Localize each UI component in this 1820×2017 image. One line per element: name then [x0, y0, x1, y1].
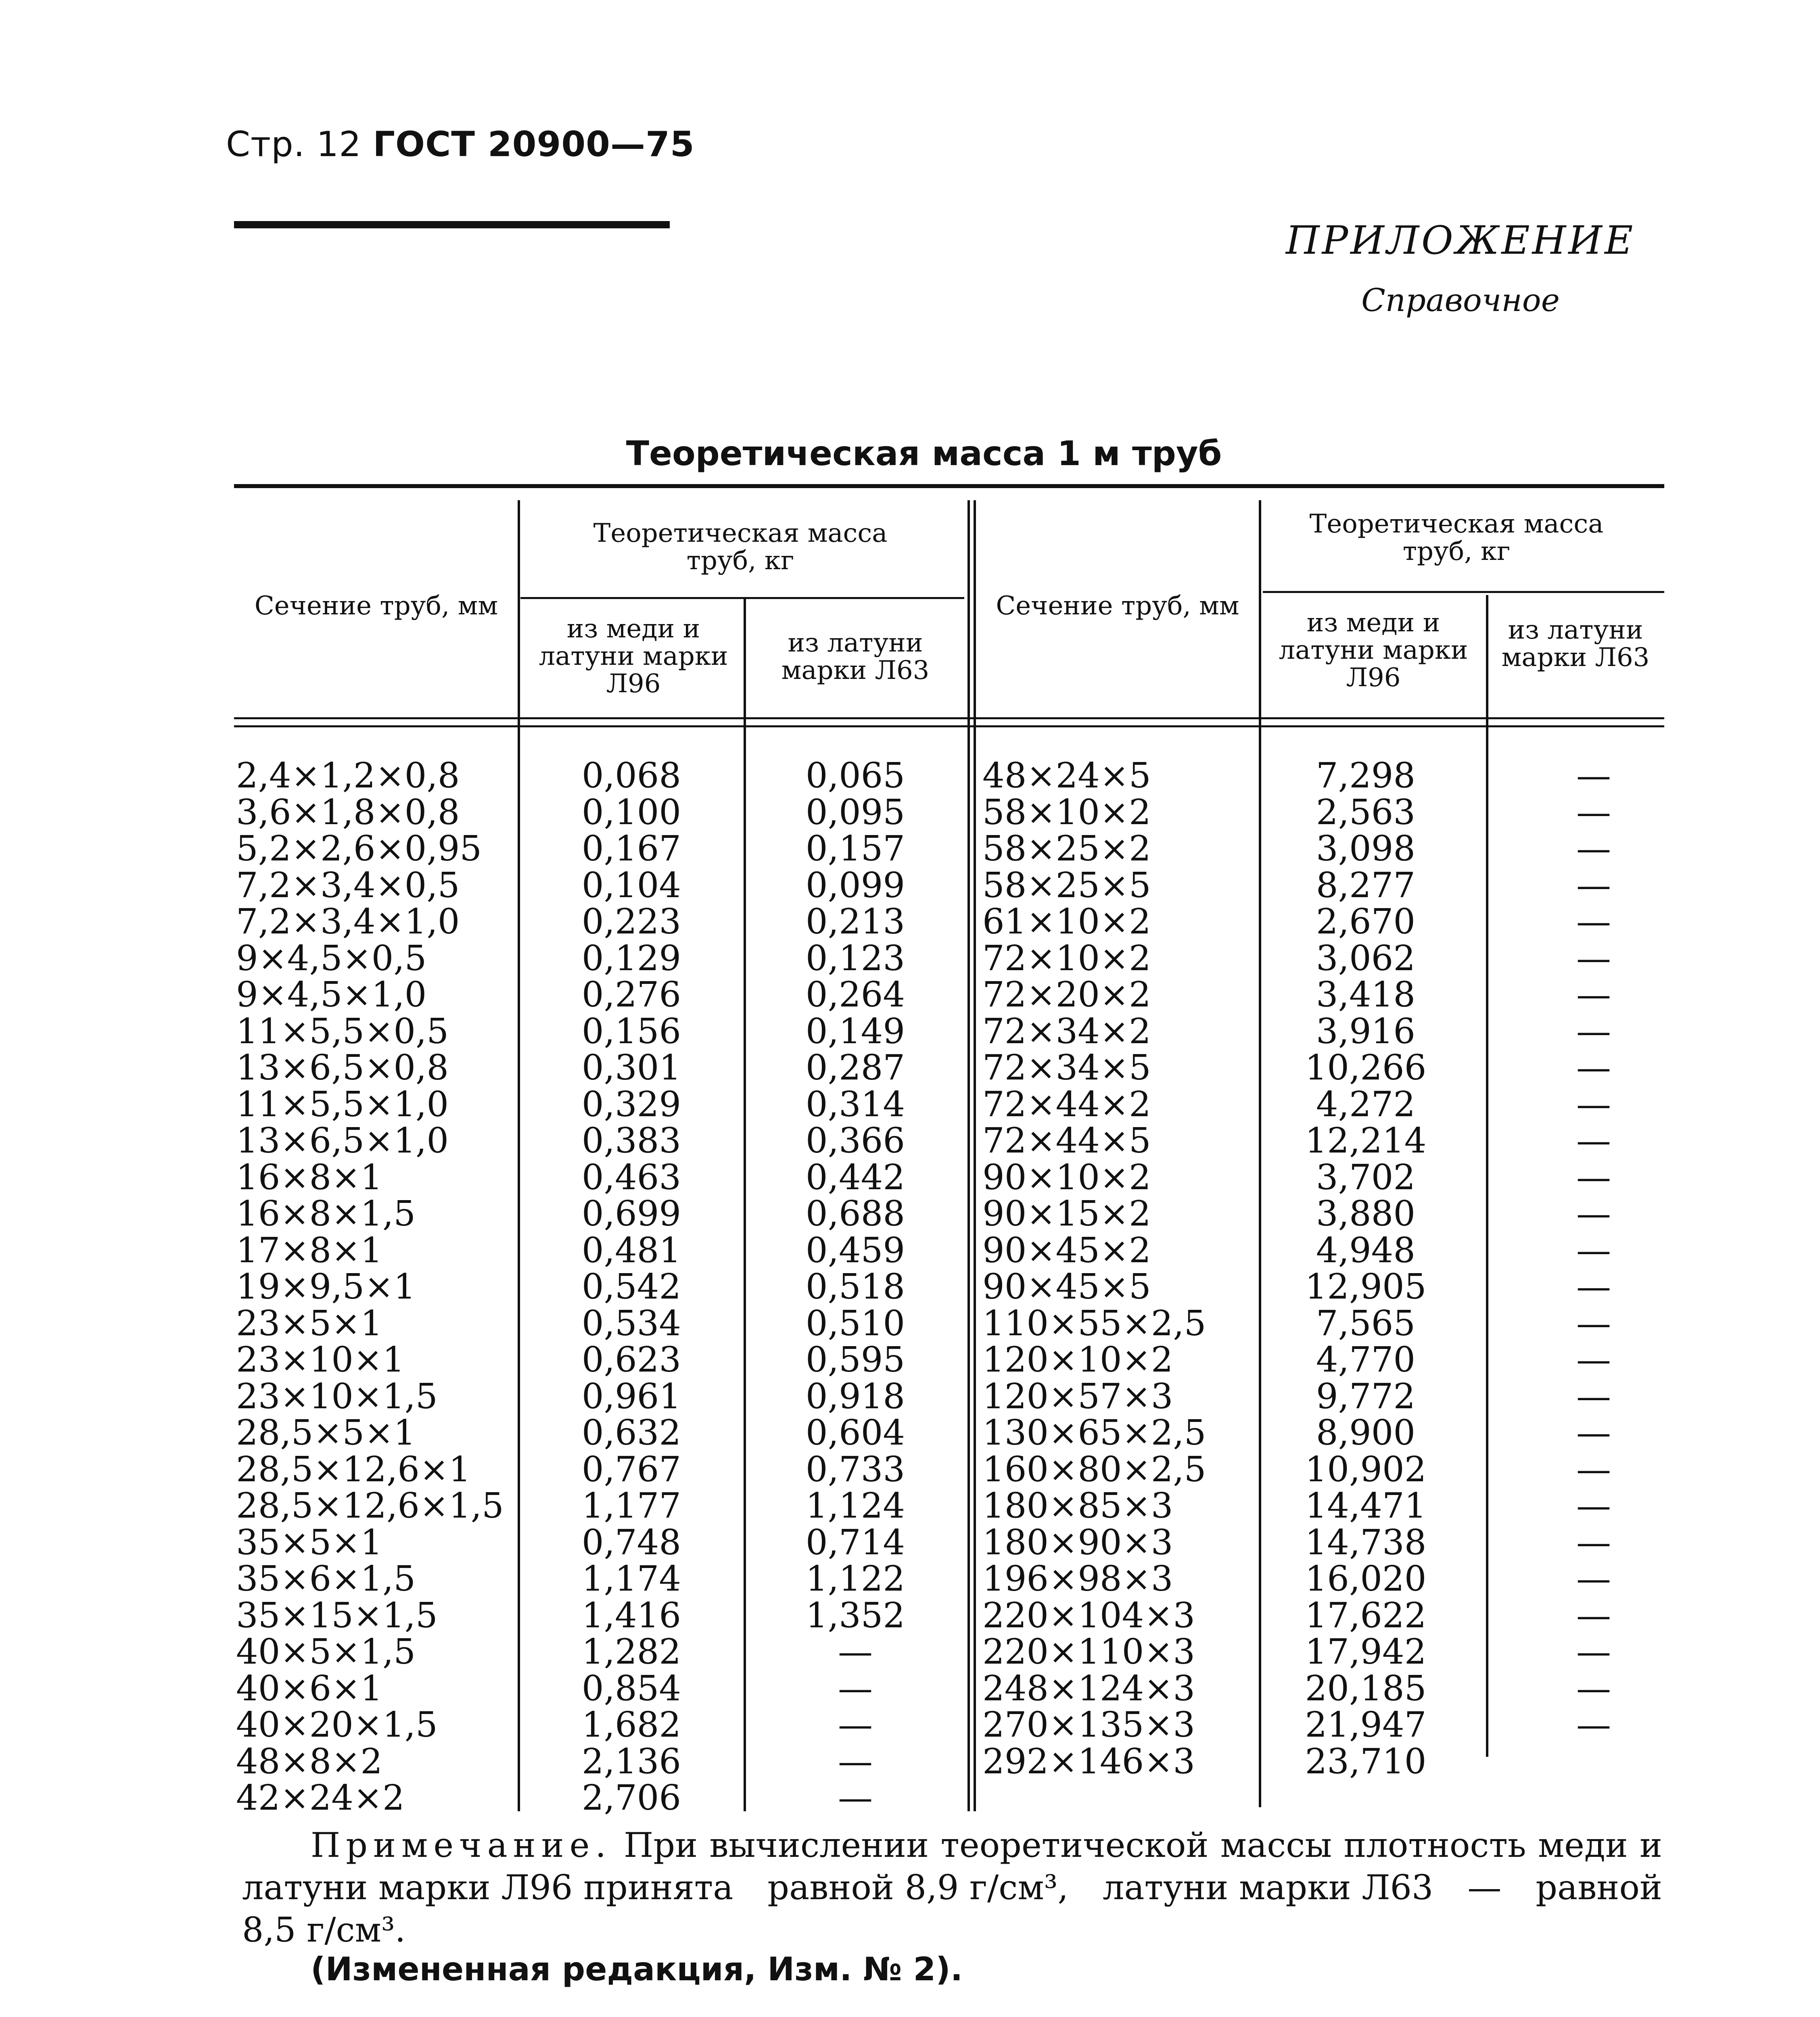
- left-row-l63: 0,314: [805, 1084, 905, 1125]
- right-row-section: 61×10×2: [982, 902, 1151, 942]
- left-row-copper: 0,104: [581, 865, 681, 906]
- left-row-l63: —: [838, 1778, 873, 1818]
- note-text-2a: латуни марки Л96 принята: [242, 1868, 733, 1907]
- left-copper-column: [520, 758, 742, 1817]
- left-row-section: 9×4,5×1,0: [236, 975, 427, 1015]
- right-row-l63: —: [1576, 1084, 1611, 1125]
- right-row-copper: 23,710: [1305, 1741, 1427, 1782]
- note-line-3: 8,5 г/см³.: [242, 1910, 406, 1950]
- right-row-l63: —: [1576, 1230, 1611, 1271]
- right-row-section: 248×124×3: [982, 1668, 1195, 1709]
- left-row-l63: 0,065: [805, 756, 905, 796]
- appendix-subtitle: Справочное: [1361, 282, 1560, 319]
- left-section-column: [236, 758, 518, 1817]
- right-row-l63: —: [1576, 1668, 1611, 1709]
- right-row-section: 90×15×2: [982, 1194, 1151, 1234]
- left-row-l63: 0,213: [805, 902, 905, 942]
- right-row-l63: —: [1576, 829, 1611, 869]
- right-row-l63: —: [1576, 1632, 1611, 1672]
- left-row-section: 40×5×1,5: [236, 1632, 416, 1672]
- right-row-copper: 14,471: [1305, 1486, 1427, 1526]
- right-row-l63: —: [1576, 938, 1611, 979]
- left-row-copper: 1,174: [581, 1559, 681, 1599]
- left-row-l63: 1,122: [805, 1559, 905, 1599]
- left-row-l63: 0,366: [805, 1121, 905, 1161]
- left-row-section: 42×24×2: [236, 1778, 405, 1818]
- left-row-copper: 0,223: [581, 902, 681, 942]
- left-row-section: 19×9,5×1: [236, 1267, 416, 1307]
- header-copper-right: из меди и латуни марки Л96: [1279, 608, 1468, 693]
- right-row-section: 110×55×2,5: [982, 1303, 1206, 1344]
- table-title: Теоретическая масса 1 м труб: [626, 434, 1222, 473]
- right-row-section: 270×135×3: [982, 1705, 1195, 1745]
- right-row-l63: —: [1576, 865, 1611, 906]
- right-row-l63: —: [1576, 1121, 1611, 1161]
- note-label: Примечание.: [311, 1825, 612, 1865]
- left-row-section: 7,2×3,4×1,0: [236, 902, 460, 942]
- right-row-l63: —: [1576, 1413, 1611, 1453]
- right-row-l63: —: [1576, 1011, 1611, 1052]
- left-row-copper: 1,177: [581, 1486, 681, 1526]
- right-section-column: [982, 758, 1245, 1780]
- left-row-copper: 0,534: [581, 1303, 681, 1344]
- right-row-l63: —: [1576, 1267, 1611, 1307]
- header-l63-right: из латуни марки Л63: [1501, 615, 1650, 672]
- right-row-section: 58×25×5: [982, 865, 1151, 906]
- right-row-l63: —: [1576, 1048, 1611, 1088]
- note-text-2c: латуни марки Л63: [1103, 1868, 1433, 1907]
- vline-center-b: [974, 500, 976, 1811]
- left-row-l63: 0,149: [805, 1011, 905, 1052]
- header-section-left: Сечение труб, мм: [254, 591, 498, 621]
- right-row-copper: 7,298: [1316, 756, 1416, 796]
- left-row-l63: 1,124: [805, 1486, 905, 1526]
- right-row-l63: —: [1576, 1157, 1611, 1198]
- right-row-copper: 21,947: [1305, 1705, 1427, 1745]
- right-row-section: 72×34×5: [982, 1048, 1151, 1088]
- left-l63-column: [746, 758, 964, 1817]
- left-row-l63: 0,714: [805, 1522, 905, 1563]
- right-row-l63: —: [1576, 1376, 1611, 1417]
- table-top-rule: [234, 484, 1664, 488]
- right-row-section: 58×25×2: [982, 829, 1151, 869]
- left-row-copper: 0,854: [581, 1668, 681, 1709]
- right-row-copper: 2,563: [1316, 792, 1416, 833]
- left-row-copper: 0,383: [581, 1121, 681, 1161]
- header-bottom-rule-1: [234, 717, 1664, 719]
- left-row-copper: 0,961: [581, 1376, 681, 1417]
- left-row-copper: 0,100: [581, 792, 681, 833]
- left-row-section: 35×5×1: [236, 1522, 382, 1563]
- header-mass-group-right: Теоретическая масса труб, кг: [1309, 509, 1604, 566]
- left-row-copper: 2,706: [581, 1778, 681, 1818]
- left-row-l63: 0,604: [805, 1413, 905, 1453]
- right-row-copper: 3,418: [1316, 975, 1416, 1015]
- header-section-right: Сечение труб, мм: [996, 591, 1239, 621]
- right-row-copper: 14,738: [1305, 1522, 1427, 1563]
- left-row-copper: 0,129: [581, 938, 681, 979]
- left-row-section: 13×6,5×1,0: [236, 1121, 449, 1161]
- right-row-copper: 17,942: [1305, 1632, 1427, 1672]
- right-row-l63: —: [1576, 1194, 1611, 1234]
- left-row-copper: 1,282: [581, 1632, 681, 1672]
- right-row-section: 72×34×2: [982, 1011, 1151, 1052]
- left-row-l63: 0,518: [805, 1267, 905, 1307]
- appendix-title: ПРИЛОЖЕНИЕ: [1285, 218, 1636, 263]
- left-row-section: 3,6×1,8×0,8: [236, 792, 460, 833]
- vline-left-mass: [744, 599, 746, 1811]
- right-row-copper: 8,277: [1316, 865, 1416, 906]
- left-row-copper: 0,481: [581, 1230, 681, 1271]
- left-row-section: 23×10×1,5: [236, 1376, 438, 1417]
- left-row-section: 17×8×1: [236, 1230, 382, 1271]
- left-row-section: 9×4,5×0,5: [236, 938, 427, 979]
- vline-center-a: [967, 500, 970, 1811]
- right-copper-column: [1247, 758, 1485, 1780]
- right-row-copper: 4,770: [1316, 1340, 1416, 1380]
- right-row-copper: 2,670: [1316, 902, 1416, 942]
- left-row-copper: 0,068: [581, 756, 681, 796]
- left-row-copper: 0,623: [581, 1340, 681, 1380]
- header-rule: [234, 221, 670, 228]
- left-row-section: 11×5,5×0,5: [236, 1011, 449, 1052]
- left-row-section: 16×8×1,5: [236, 1194, 416, 1234]
- header-mass-group-left: Теоретическая масса труб, кг: [593, 518, 888, 576]
- left-row-section: 23×10×1: [236, 1340, 405, 1380]
- left-row-section: 28,5×5×1: [236, 1413, 416, 1453]
- right-row-section: 220×110×3: [982, 1632, 1195, 1672]
- left-row-section: 11×5,5×1,0: [236, 1084, 449, 1125]
- left-row-l63: 0,510: [805, 1303, 905, 1344]
- note-text-2d: —: [1467, 1868, 1502, 1907]
- right-row-section: 58×10×2: [982, 792, 1151, 833]
- left-row-copper: 0,167: [581, 829, 681, 869]
- right-row-copper: 3,098: [1316, 829, 1416, 869]
- right-row-l63: —: [1576, 1705, 1611, 1745]
- right-row-l63: —: [1576, 1522, 1611, 1563]
- right-row-copper: 16,020: [1305, 1559, 1427, 1599]
- right-row-section: 292×146×3: [982, 1741, 1195, 1782]
- right-row-l63: —: [1576, 902, 1611, 942]
- note-line-2: [242, 1868, 1662, 1907]
- left-row-section: 2,4×1,2×0,8: [236, 756, 460, 796]
- right-row-l63: —: [1576, 975, 1611, 1015]
- left-row-l63: 0,595: [805, 1340, 905, 1380]
- right-row-section: 90×10×2: [982, 1157, 1151, 1198]
- left-row-section: 23×5×1: [236, 1303, 382, 1344]
- page-header: [226, 124, 695, 165]
- right-row-section: 120×57×3: [982, 1376, 1173, 1417]
- left-row-copper: 0,276: [581, 975, 681, 1015]
- right-row-copper: 17,622: [1305, 1595, 1427, 1636]
- left-row-section: 35×15×1,5: [236, 1595, 438, 1636]
- left-row-l63: 0,287: [805, 1048, 905, 1088]
- left-row-copper: 0,542: [581, 1267, 681, 1307]
- right-row-section: 72×20×2: [982, 975, 1151, 1015]
- right-row-l63: —: [1576, 792, 1611, 833]
- left-row-section: 35×6×1,5: [236, 1559, 416, 1599]
- right-row-copper: 20,185: [1305, 1668, 1427, 1709]
- left-row-section: 40×20×1,5: [236, 1705, 438, 1745]
- right-row-l63: —: [1576, 1303, 1611, 1344]
- right-row-copper: 12,214: [1305, 1121, 1427, 1161]
- left-row-section: 48×8×2: [236, 1741, 382, 1782]
- left-row-l63: 0,123: [805, 938, 905, 979]
- right-row-section: 72×10×2: [982, 938, 1151, 979]
- right-row-section: 72×44×2: [982, 1084, 1151, 1125]
- left-row-l63: 0,918: [805, 1376, 905, 1417]
- right-row-section: 120×10×2: [982, 1340, 1173, 1380]
- left-row-section: 7,2×3,4×0,5: [236, 865, 460, 906]
- left-row-l63: 0,095: [805, 792, 905, 833]
- left-row-section: 13×6,5×0,8: [236, 1048, 449, 1088]
- right-row-copper: 7,565: [1316, 1303, 1416, 1344]
- note-text-2b: равной 8,9 г/см³,: [767, 1868, 1069, 1907]
- right-row-section: 130×65×2,5: [982, 1413, 1206, 1453]
- left-row-section: 40×6×1: [236, 1668, 382, 1709]
- standard-number: ГОСТ 20900—75: [373, 124, 695, 165]
- right-row-copper: 3,062: [1316, 938, 1416, 979]
- right-row-copper: 3,916: [1316, 1011, 1416, 1052]
- left-row-copper: 1,682: [581, 1705, 681, 1745]
- right-row-copper: 8,900: [1316, 1413, 1416, 1453]
- right-row-section: 180×85×3: [982, 1486, 1173, 1526]
- right-row-section: 160×80×2,5: [982, 1449, 1206, 1490]
- left-row-copper: 0,156: [581, 1011, 681, 1052]
- right-row-copper: 10,902: [1305, 1449, 1427, 1490]
- note-text-1: При вычислении теоретической массы плотность меди и: [624, 1825, 1662, 1865]
- left-row-copper: 1,416: [581, 1595, 681, 1636]
- header-l63-left: из латуни марки Л63: [781, 628, 930, 685]
- left-row-l63: —: [838, 1668, 873, 1709]
- right-l63-column: [1489, 758, 1699, 1780]
- left-row-l63: 0,157: [805, 829, 905, 869]
- right-group-rule: [1263, 591, 1664, 593]
- left-row-l63: 0,099: [805, 865, 905, 906]
- header-bottom-rule-2: [234, 725, 1664, 727]
- left-row-copper: 2,136: [581, 1741, 681, 1782]
- right-row-l63: —: [1576, 1595, 1611, 1636]
- left-row-l63: 0,688: [805, 1194, 905, 1234]
- left-group-rule: [520, 597, 964, 599]
- right-row-copper: 10,266: [1305, 1048, 1427, 1088]
- left-row-l63: 0,442: [805, 1157, 905, 1198]
- right-row-copper: 4,948: [1316, 1230, 1416, 1271]
- left-row-l63: —: [838, 1741, 873, 1782]
- right-row-l63: —: [1576, 1486, 1611, 1526]
- right-row-l63: —: [1576, 1559, 1611, 1599]
- page-number: Стр. 12: [226, 124, 361, 165]
- right-row-copper: 3,702: [1316, 1157, 1416, 1198]
- header-copper-left: из меди и латуни марки Л96: [539, 614, 728, 699]
- left-row-section: 16×8×1: [236, 1157, 382, 1198]
- left-row-copper: 0,329: [581, 1084, 681, 1125]
- right-row-l63: —: [1576, 756, 1611, 796]
- right-row-copper: 3,880: [1316, 1194, 1416, 1234]
- right-row-l63: [1489, 1743, 1699, 1780]
- left-row-section: 28,5×12,6×1: [236, 1449, 471, 1490]
- left-row-copper: 0,463: [581, 1157, 681, 1198]
- left-row-section: 5,2×2,6×0,95: [236, 829, 482, 869]
- left-row-l63: 0,264: [805, 975, 905, 1015]
- left-row-copper: 0,699: [581, 1194, 681, 1234]
- right-row-l63: —: [1576, 1340, 1611, 1380]
- left-row-copper: 0,632: [581, 1413, 681, 1453]
- right-row-section: 48×24×5: [982, 756, 1151, 796]
- right-row-copper: 12,905: [1305, 1267, 1427, 1307]
- note-text-2e: равной: [1536, 1868, 1662, 1907]
- left-row-l63: 0,733: [805, 1449, 905, 1490]
- right-row-section: 90×45×5: [982, 1267, 1151, 1307]
- left-row-l63: —: [838, 1705, 873, 1745]
- vline-right-mass: [1486, 595, 1488, 1757]
- right-row-section: 72×44×5: [982, 1121, 1151, 1161]
- left-row-copper: 0,748: [581, 1522, 681, 1563]
- right-row-section: 220×104×3: [982, 1595, 1195, 1636]
- note-line-1: [242, 1825, 1662, 1865]
- right-row-section: 90×45×2: [982, 1230, 1151, 1271]
- left-row-l63: 1,352: [805, 1595, 905, 1636]
- left-row-copper: 0,301: [581, 1048, 681, 1088]
- left-row-l63: 0,459: [805, 1230, 905, 1271]
- left-row-l63: —: [838, 1632, 873, 1672]
- left-row-copper: 0,767: [581, 1449, 681, 1490]
- right-row-section: 180×90×3: [982, 1522, 1173, 1563]
- right-row-copper: 9,772: [1316, 1376, 1416, 1417]
- revision-note: (Измененная редакция, Изм. № 2).: [311, 1950, 963, 1988]
- right-row-l63: —: [1576, 1449, 1611, 1490]
- right-row-section: 196×98×3: [982, 1559, 1173, 1599]
- left-row-section: 28,5×12,6×1,5: [236, 1486, 504, 1526]
- right-row-copper: 4,272: [1316, 1084, 1416, 1125]
